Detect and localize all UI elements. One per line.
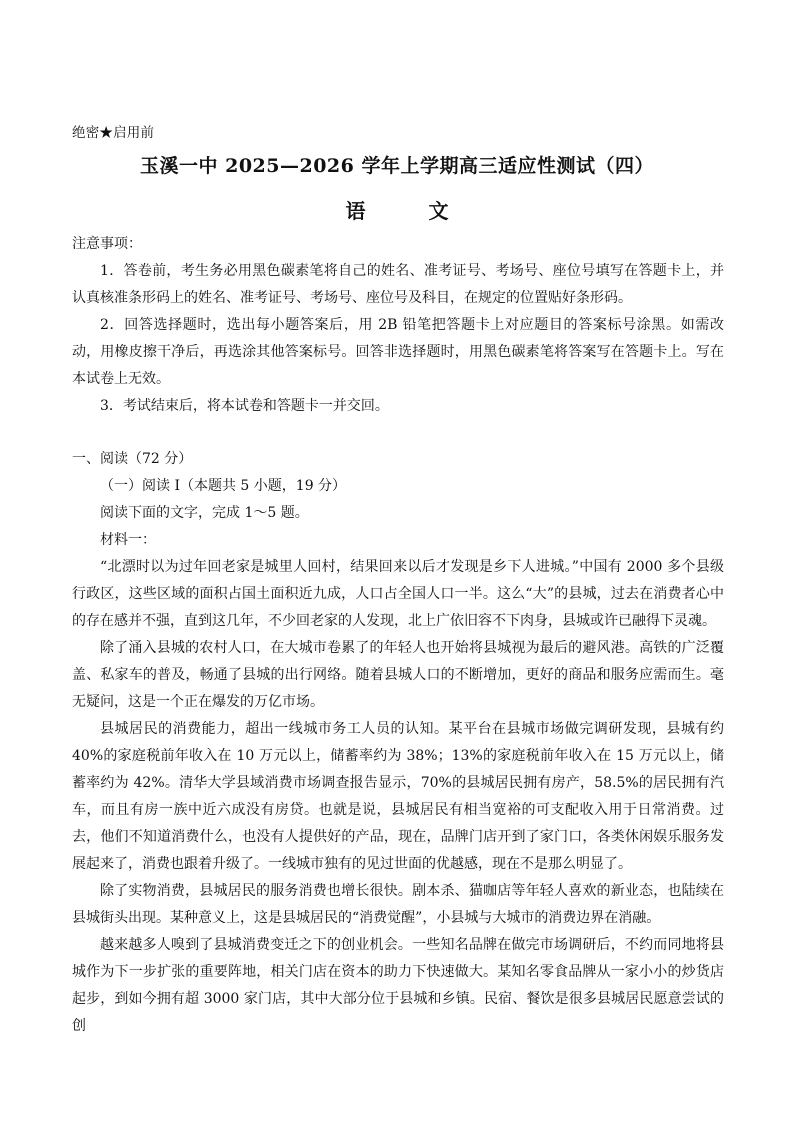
material-paragraph-2: 除了涌入县城的农村人口，在大城市卷累了的年轻人也开始将县城视为最后的避风港。高铁的广泛覆盖、私家车的普及，畅通了县城的出行网络。随着县城人口的不断增加，更好的商品和服务应需而生。毫无疑问，这是一个正在爆发的万亿市场。 bbox=[72, 640, 724, 710]
material-paragraph-4: 除了实物消费，县城居民的服务消费也增长很快。剧本杀、猫咖店等年轻人喜欢的新业态，也陆续在县城街头出现。某种意义上，这是县城居民的“消费觉醒”，小县城与大城市的消费边界在消融。 bbox=[72, 883, 724, 926]
secret-label: 绝密★启用前 bbox=[72, 125, 155, 141]
material-paragraph-1: “北漂时以为过年回老家是城里人回村，结果回来以后才发现是乡下人进城。”中国有 2000 多个县级行政区，这些区域的面积占国土面积近九成，人口占全国人口一半。这么“大”的县城，过去在消费者心中的存在感并不强，直到这几年，不少回老家的人发现，北上广依旧容不下肉身，县城或许已融得下灵魂。 bbox=[72, 559, 724, 629]
note-item-1: 1．答卷前，考生务必用黑色碳素笔将自己的姓名、准考证号、考场号、座位号填写在答题卡上，并认真核准条形码上的姓名、准考证号、考场号、座位号及科目，在规定的位置贴好条形码。 bbox=[72, 263, 724, 306]
note-item-2: 2．回答选择题时，选出每小题答案后，用 2B 铅笔把答题卡上对应题目的答案标号涂黑。如需改动，用橡皮擦干净后，再选涂其他答案标号。回答非选择题时，用黑色碳素笔将答案写在答题卡上。写在本试卷上无效。 bbox=[72, 317, 724, 387]
subject-title: 语 文 bbox=[345, 199, 477, 223]
exam-content bbox=[72, 231, 724, 1040]
section-instruction: 阅读下面的文字，完成 1～5 题。 bbox=[100, 505, 309, 521]
note-item-3: 3．考试结束后，将本试卷和答题卡一并交回。 bbox=[100, 398, 389, 414]
material-paragraph-5: 越来越多人嗅到了县城消费变迁之下的创业机会。一些知名品牌在做完市场调研后，不约而同地将县城作为下一步扩张的重要阵地，相关门店在资本的助力下快速做大。某知名零食品牌从一家小小的炒货店起步，到如今拥有超 3000 家门店，其中大部分位于县城和乡镇。民宿、餐饮是很多县城居民愿意尝试的创 bbox=[72, 937, 724, 1034]
section-heading: 一、阅读（72 分） bbox=[72, 451, 193, 467]
exam-title: 玉溪一中 2025—2026 学年上学期高三适应性测试（四） bbox=[140, 155, 654, 177]
section-subheading: （一）阅读 I（本题共 5 小题，19 分） bbox=[100, 478, 347, 494]
section-spacer bbox=[72, 420, 724, 446]
material-paragraph-3: 县城居民的消费能力，超出一线城市务工人员的认知。某平台在县城市场做完调研发现，县城有约 40%的家庭税前年收入在 10 万元以上，储蓄率约为 38%；13%的家庭税前年收入在 15 万元以上，储蓄率约为 42%。清华大学县域消费市场调查报告显示，70%的县城居民拥有房产，58.5%的居民拥有汽车，而且有房一族中近六成没有房贷。也就是说，县城居民有相当宽裕的可支配收入用于日常消费。过去，他们不知道消费什么，也没有人提供好的产品，现在，品牌门店开到了家门口，各类休闲娱乐服务发展起来了，消费也跟着升级了。一线城市独有的见过世面的优越感，现在不是那么明显了。 bbox=[72, 721, 724, 872]
notes-heading: 注意事项： bbox=[72, 236, 142, 252]
material-label: 材料一： bbox=[100, 532, 156, 548]
